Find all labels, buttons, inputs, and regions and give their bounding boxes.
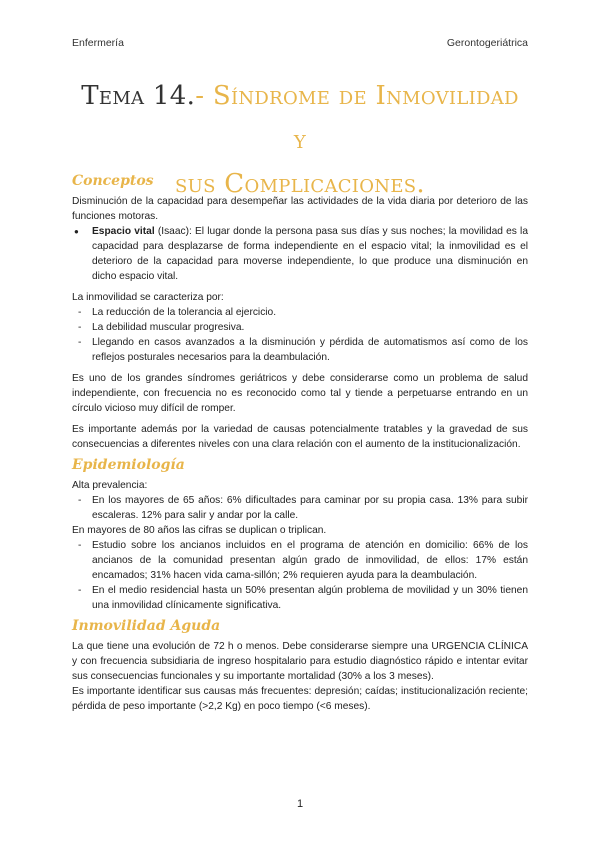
paragraph: Es uno de los grandes síndromes geriátricos y debe considerarse como un problema de salud independiente, con frecuencia no es reconocido como tal y tiende a perpetuarse entrando en un círculo vicioso muy difícil de romper. — [72, 373, 528, 414]
list-item: - La debilidad muscular progresiva. — [72, 320, 528, 335]
list-item: - En los mayores de 65 años: 6% dificultades para caminar por su propia casa. 13% para subir escaleras. 12% para salir y andar por la calle. — [72, 493, 528, 523]
dash-list — [72, 538, 528, 613]
list-item: - Estudio sobre los ancianos incluidos en el programa de atención en domicilio: 66% de los ancianos de la comunidad presentan algún grado de inmovilidad, de ellos: 17% están encamados; 31% hacen vida cama-sillón; 2% requieren ayuda para la deambulación. — [72, 538, 528, 583]
header-left: Enfermería — [72, 37, 124, 49]
term-definition: (Isaac): El lugar donde la persona pasa sus días y sus noches; la movilidad es la capacidad para desplazarse de forma independiente en el espacio vital; la inmovilidad es el deterioro de la capacidad para moverse independiente, lo que produce una disminución en dicho espacio vital. — [92, 226, 528, 282]
paragraph: Es importante identificar sus causas más frecuentes: depresión; caídas; institucionalización reciente; pérdida de peso importante (>2,2 Kg) en poco tiempo (<6 meses). — [72, 686, 528, 712]
paragraph: Disminución de la capacidad para desempeñar las actividades de la vida diaria por deterioro de las funciones motoras. — [72, 196, 528, 222]
page-number: 1 — [296, 798, 304, 810]
title-subject: - Síndrome de Inmovilidad y — [195, 81, 519, 155]
section-heading-epidemiologia: Epidemiología — [72, 457, 185, 473]
paragraph: En mayores de 80 años las cifras se duplican o triplican. — [72, 525, 327, 536]
list-item — [72, 224, 528, 284]
document-body — [72, 168, 528, 714]
header-right: Gerontogeriátrica — [446, 37, 528, 49]
title-line2: sus Complicaciones. — [175, 169, 425, 199]
term: Espacio vital — [92, 226, 155, 237]
bullet-list — [72, 224, 528, 284]
paragraph: Es importante además por la variedad de causas potencialmente tratables y la gravedad de sus consecuencias a diferentes niveles con una clara relación con el aumento de la institucionalización. — [72, 424, 528, 450]
page-header — [72, 37, 528, 51]
section-heading-inmovilidad-aguda: Inmovilidad Aguda — [72, 618, 221, 634]
paragraph: Alta prevalencia: — [72, 480, 148, 491]
paragraph: La que tiene una evolución de 72 h o menos. Debe considerarse siempre una URGENCIA CLÍNICA y con frecuencia subsidiaria de ingreso hospitalario para estudio diagnóstico rápido e intentar evitar sus consecuencias funcionales y su importante mortalidad (30% a los 3 meses). — [72, 641, 528, 682]
list-item: - La reducción de la tolerancia al ejercicio. — [72, 305, 528, 320]
dash-list — [72, 493, 528, 523]
title-topic: Tema 14. — [81, 81, 196, 111]
dash-list — [72, 305, 528, 365]
paragraph: La inmovilidad se caracteriza por: — [72, 292, 224, 303]
list-item: - En el medio residencial hasta un 50% presentan algún problema de movilidad y un 30% tienen una inmovilidad clínicamente significativa. — [72, 583, 528, 613]
list-item: - Llegando en casos avanzados a la disminución y pérdida de automatismos así como de los reflejos posturales necesarios para la deambulación. — [72, 335, 528, 365]
section-heading-conceptos: Conceptos — [72, 173, 154, 189]
